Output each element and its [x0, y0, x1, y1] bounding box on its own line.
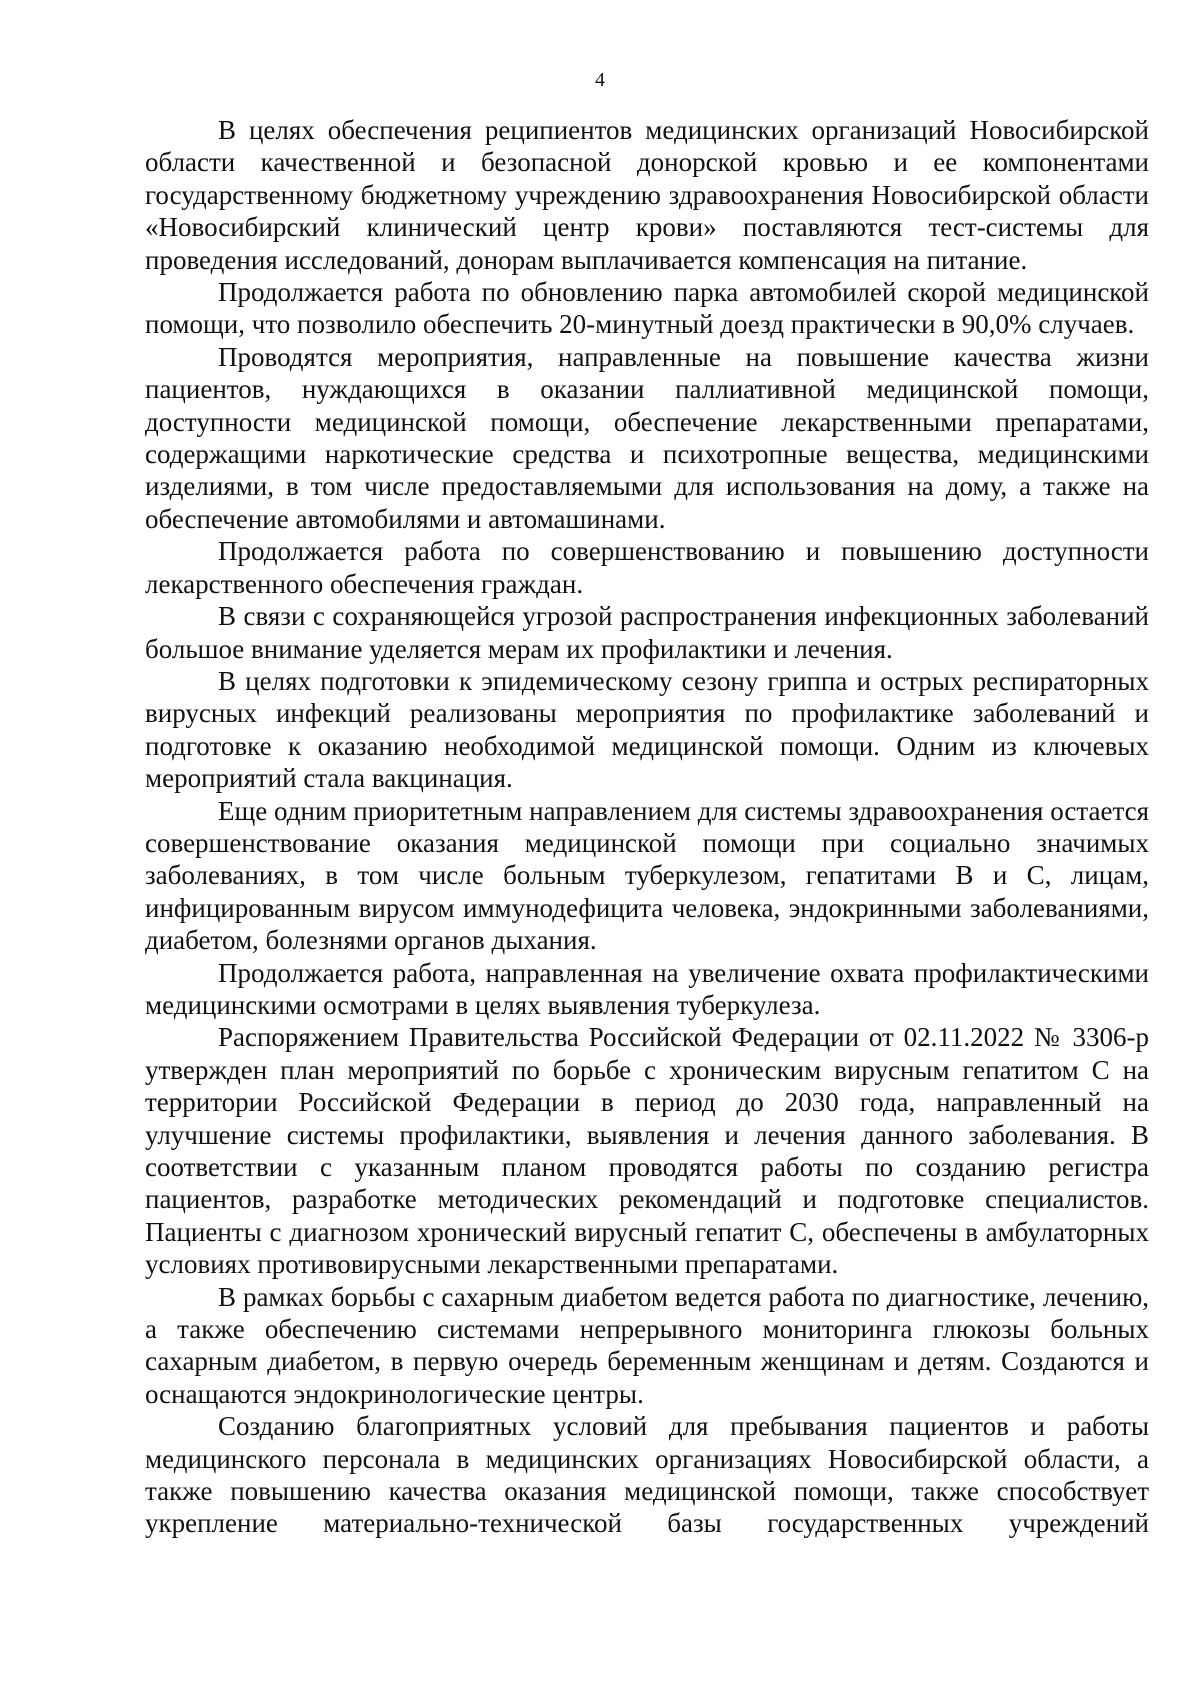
paragraph-diabetes: В рамках борьбы с сахарным диабетом ведется работа по диагностике, лечению, а также обеспечению системами непрерывного мониторинга глюкозы больных сахарным диабетом, в первую очередь беременным женщинам и детям. Создаются и оснащаются эндокринологические центры.	[145, 1281, 1149, 1409]
paragraph-material-base: Созданию благоприятных условий для пребывания пациентов и работы медицинского персонала в медицинских организациях Новосибирской области, а также повышению качества оказания медицинской помощи, также способствует укрепление материально-технической базы государственных учреждений	[145, 1411, 1149, 1539]
paragraph-blood-donation: В целях обеспечения реципиентов медицинских организаций Новосибирской области качественной и безопасной донорской кровью и ее компонентами государственному бюджетному учреждению здравоохранения Новосибирской области «Новосибирский клинический центр крови» поставляются тест-системы для проведения исследований, донорам выплачивается компенсация на питание.	[145, 115, 1149, 275]
paragraph-palliative-care: Проводятся мероприятия, направленные на повышение качества жизни пациентов, нуждающихся в оказании паллиативной медицинской помощи, доступности медицинской помощи, обеспечение лекарственными препаратами, содержащими наркотические средства и психотропные вещества, медицинскими изделиями, в том числе предоставляемыми для использования на дому, а также на обеспечение автомобилями и автомашинами.	[145, 341, 1149, 534]
paragraph-hepatitis-c-plan: Распоряжением Правительства Российской Федерации от 02.11.2022 № 3306-р утвержден план мероприятий по борьбе с хроническим вирусным гепатитом C на территории Российской Федерации в период до 2030 года, направленный на улучшение системы профилактики, выявления и лечения данного заболевания. В соответствии с указанным планом проводятся работы по созданию регистра пациентов, разработке методических рекомендаций и подготовке специалистов. Пациенты с диагнозом хронический вирусный гепатит C, обеспечены в амбулаторных условиях противовирусными лекарственными препаратами.	[145, 1022, 1149, 1280]
document-body	[145, 114, 1149, 1540]
paragraph-tuberculosis-screening: Продолжается работа, направленная на увеличение охвата профилактическими медицинскими осмотрами в целях выявления туберкулеза.	[145, 957, 1149, 1020]
paragraph-infection-prevention: В связи с сохраняющейся угрозой распространения инфекционных заболеваний большое внимание уделяется мерам их профилактики и лечения.	[145, 601, 1149, 664]
paragraph-socially-significant-diseases: Еще одним приоритетным направлением для системы здравоохранения остается совершенствование оказания медицинской помощи при социально значимых заболеваниях, в том числе больным туберкулезом, гепатитами B и C, лицам, инфицированным вирусом иммунодефицита человека, эндокринными заболеваниями, диабетом, болезнями органов дыхания.	[145, 795, 1149, 956]
paragraph-ambulance-fleet: Продолжается работа по обновлению парка автомобилей скорой медицинской помощи, что позволило обеспечить 20-минутный доезд практически в 90,0% случаев.	[145, 277, 1149, 340]
page-number: 4	[595, 69, 605, 91]
paragraph-drug-supply: Продолжается работа по совершенствованию и повышению доступности лекарственного обеспечения граждан.	[145, 536, 1149, 599]
paragraph-flu-season: В целях подготовки к эпидемическому сезону гриппа и острых респираторных вирусных инфекций реализованы мероприятия по профилактике заболеваний и подготовке к оказанию необходимой медицинской помощи. Одним из ключевых мероприятий стала вакцинация.	[145, 665, 1149, 794]
